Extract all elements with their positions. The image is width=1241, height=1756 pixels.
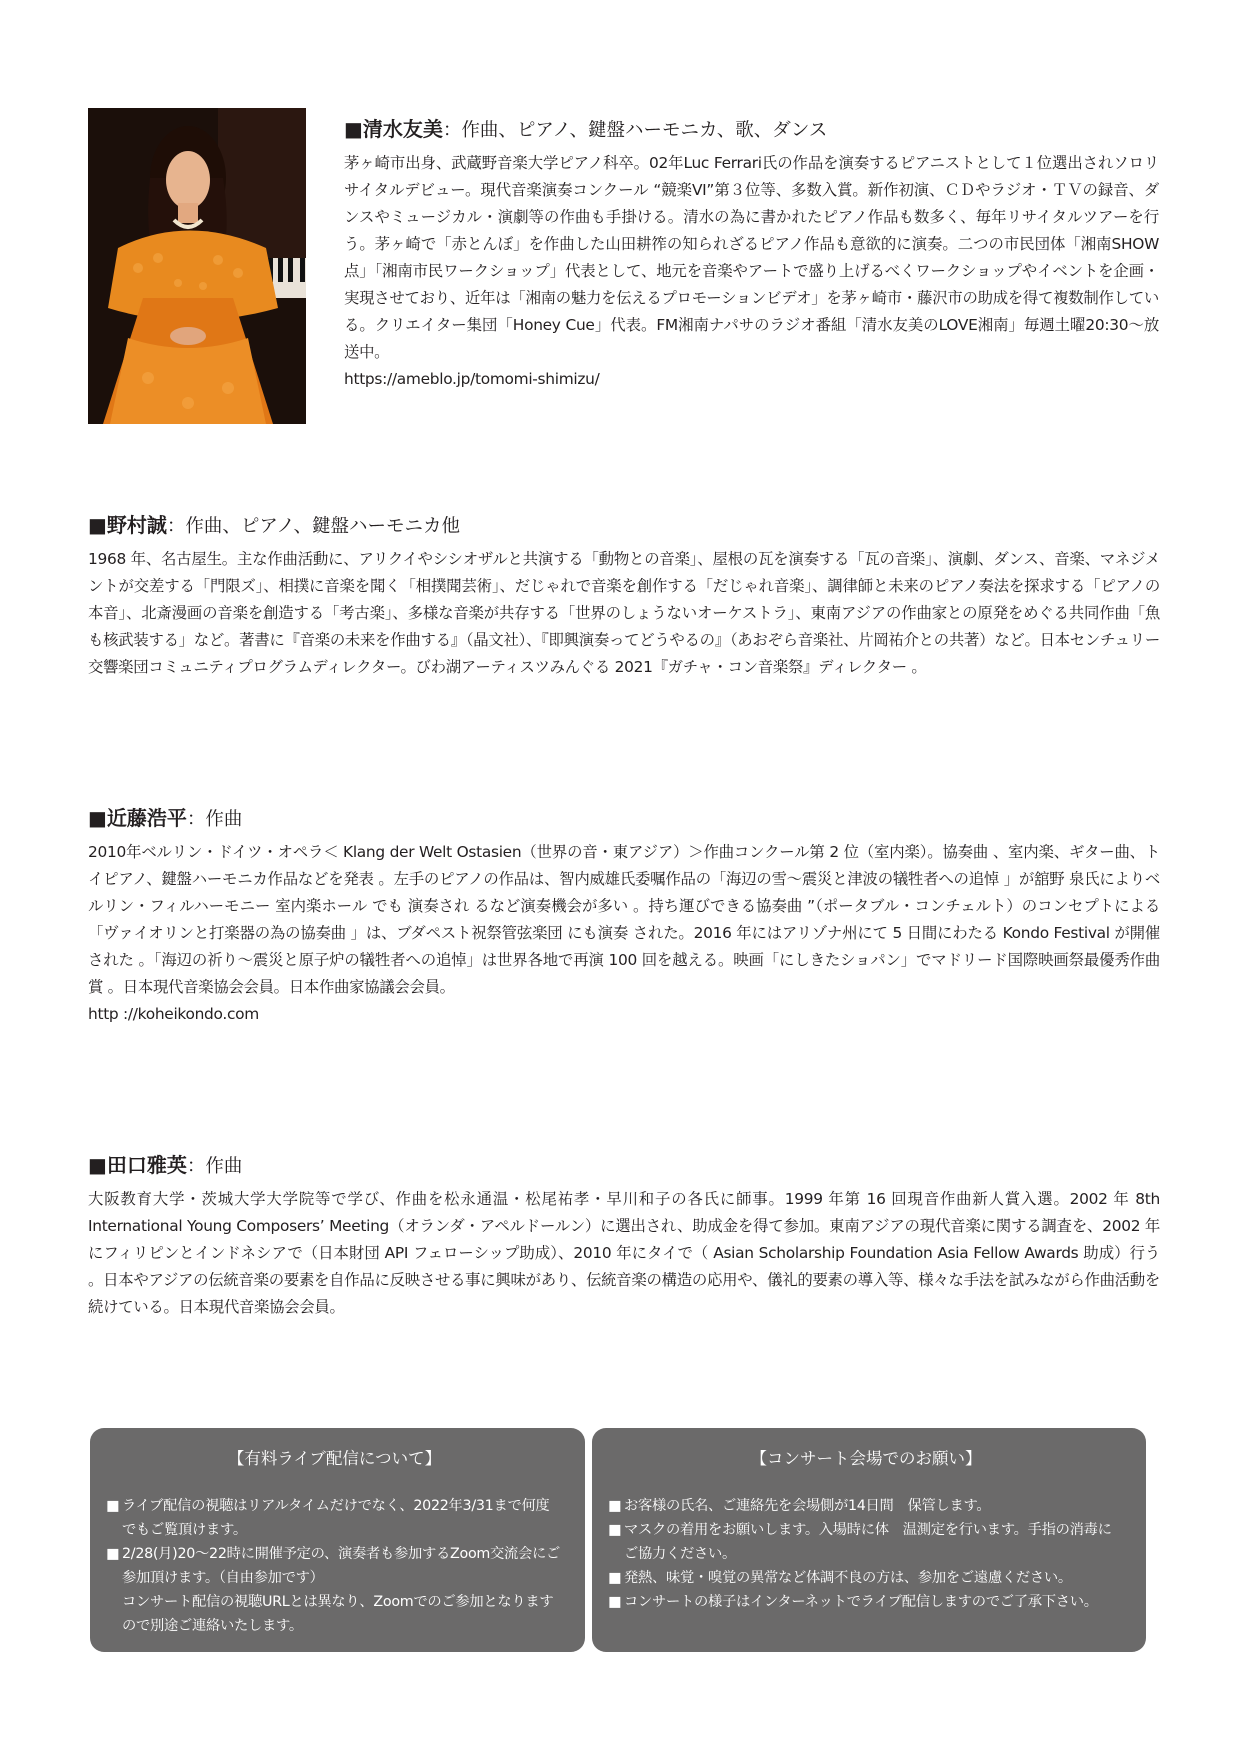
notice-live-stream [90, 1428, 585, 1652]
profile-roles: ：作曲 [186, 1156, 243, 1177]
profile-kondo [88, 805, 1160, 1028]
notice-item: ■ ライブ配信の視聴はリアルタイムだけでなく、2022年3/31まで何度でもご覧頂けます。 [106, 1494, 563, 1542]
profile-url[interactable]: https://ameblo.jp/tomomi-shimizu/ [344, 370, 600, 388]
square-bullet-icon: ■ [88, 806, 107, 830]
portrait-photo [88, 108, 306, 424]
profile-taguchi [88, 1152, 1160, 1321]
profile-name: 近藤浩平 [106, 806, 187, 830]
square-bullet-icon: ■ [106, 1546, 120, 1562]
profile-roles: ：作曲、ピアノ、鍵盤ハーモニカ他 [166, 516, 460, 537]
profile-shimizu [344, 116, 1159, 393]
profile-nomura [88, 512, 1160, 681]
notice-venue-requests [592, 1428, 1146, 1652]
square-bullet-icon: ■ [106, 1498, 120, 1514]
square-bullet-icon: ■ [608, 1570, 622, 1586]
notice-item: ■ 発熱、味覚・嗅覚の異常など体調不良の方は、参加をご遠慮ください。 [608, 1566, 1124, 1590]
square-bullet-icon: ■ [608, 1522, 622, 1538]
profile-url[interactable]: http ://koheikondo.com [88, 1005, 259, 1023]
square-bullet-icon: ■ [88, 1153, 107, 1177]
square-bullet-icon: ■ [344, 117, 363, 141]
notice-item: ■ 2/28(月)20〜22時に開催予定の、演奏者も参加するZoom交流会にご参加頂けます。（自由参加です） [106, 1542, 563, 1590]
profile-name: 清水友美 [362, 117, 443, 141]
profile-heading [88, 512, 1160, 540]
notice-item: ■ マスクの着用をお願いします。入場時に体 温測定を行います。手指の消毒にご協力ください。 [608, 1518, 1124, 1566]
profile-name: 野村誠 [106, 513, 167, 537]
profile-name: 田口雅英 [106, 1153, 187, 1177]
profile-bio: 茅ヶ崎市出身、武蔵野音楽大学ピアノ科卒。02年Luc Ferrari氏の作品を演奏するピアニストとして１位選出されソロリサイタルデビュー。現代音楽演奏コンクール “競楽VI”第３位等、多数入賞。新作初演、ＣＤやラジオ・ＴＶの録音、ダンスやミュージカル・演劇等の作曲も手掛ける。清水の為に書かれたピアノ作品も数多く、毎年リサイタルツアーを行う。茅ヶ崎で「赤とんぼ」を作曲した山田耕筰の知られざるピアノ作品も意欲的に演奏。二つの市民団体「湘南SHOW点」「湘南市民ワークショップ」代表として、地元を音楽やアートで盛り上げるべくワークショップやイベントを企画・実現させており、近年は「湘南の魅力を伝えるプロモーションビデオ」を茅ヶ崎市・藤沢市の助成を得て複数制作している。クリエイター集団「Honey Cue」代表。FM湘南ナパサのラジオ番組「清水友美のLOVE湘南」毎週土曜20:30〜放送中。 [344, 154, 1159, 361]
notice-item: ■ お客様の氏名、ご連絡先を会場側が14日間 保管します。 [608, 1494, 1124, 1518]
profile-roles: ：作曲 [186, 809, 243, 830]
profile-heading [88, 1152, 1160, 1180]
portrait-illustration [88, 108, 306, 424]
profile-roles: ：作曲、ピアノ、鍵盤ハーモニカ、歌、ダンス [442, 120, 828, 141]
square-bullet-icon: ■ [88, 513, 107, 537]
profile-bio: 1968 年、名古屋生。主な作曲活動に、アリクイやシシオザルと共演する「動物との音楽」、屋根の瓦を演奏する「瓦の音楽」、演劇、ダンス、音楽、マネジメントが交差する「門限ズ」、相撲に音楽を聞く「相撲聞芸術」、だじゃれで音楽を創作する「だじゃれ音楽」、調律師と未来のピアノ奏法を探求する「ピアノの本音」、北斎漫画の音楽を創造する「考古楽」、多様な音楽が共存する「世界のしょうないオーケストラ」、東南アジアの作曲家との原発をめぐる共同作曲「魚も核武装する」など。著書に『音楽の未来を作曲する』（晶文社）、『即興演奏ってどうやるの』（あおぞら音楽社、片岡祐介との共著）など。日本センチュリー交響楽団コミュニティプログラムディレクター。びわ湖アーティスツみんぐる 2021『ガチャ・コン音楽祭』ディレクター 。 [88, 550, 1160, 676]
notice-list [106, 1494, 563, 1638]
notice-item: コンサート配信の視聴URLとは異なり、Zoomでのご参加となりますので別途ご連絡いたします。 [122, 1594, 554, 1634]
profile-bio: 2010年ベルリン・ドイツ・オペラ＜ Klang der Welt Ostasien（世界の音・東アジア）＞作曲コンクール第 2 位（室内楽）。協奏曲 、室内楽、ギター曲、トイピアノ、鍵盤ハーモニカ作品などを発表 。左手のピアノの作品は、智内威雄氏委嘱作品の「海辺の雪〜震災と津波の犠牲者への追悼 」が舘野 泉氏によりベルリン・フィルハーモニー 室内楽ホール でも 演奏され るなど演奏機会が多い 。持ち運びできる協奏曲 ”（ポータブル・コンチェルト）のコンセプトによる「ヴァイオリンと打楽器の為の協奏曲 」は、ブダペスト祝祭管弦楽団 にも演奏 された。2016 年にはアリゾナ州にて 5 日間にわたる Kondo Festival が開催 された 。「海辺の祈り〜震災と原子炉の犠牲者への追悼」は世界各地で再演 100 回を越える。映画「にしきたショパン」でマドリード国際映画祭最優秀作曲賞 。日本現代音楽協会会員。日本作曲家協議会会員。 [88, 843, 1160, 996]
profile-heading [344, 116, 1159, 144]
notice-title: 【コンサート会場でのお願い】 [750, 1449, 982, 1468]
square-bullet-icon: ■ [608, 1594, 622, 1610]
notice-item: ■ コンサートの様子はインターネットでライブ配信しますのでご了承下さい。 [608, 1590, 1124, 1614]
notice-title: 【有料ライブ配信について】 [227, 1449, 442, 1468]
profile-bio: 大阪教育大学・茨城大学大学院等で学び、作曲を松永通温・松尾祐孝・早川和子の各氏に師事。1999 年第 16 回現音作曲新人賞入選。2002 年 8th International Young Composers’ Meeting（オランダ・アペルドールン）に選出され、助成金を得て参加。東南アジアの現代音楽に関する調査を、2002 年にフィリピンとインドネシアで（日本財団 API フェローシップ助成）、2010 年にタイで（ Asian Scholarship Foundation Asia Fellow Awards 助成）行う 。日本やアジアの伝統音楽の要素を自作品に反映させる事に興味があり、伝統音楽の構造の応用や、儀礼的要素の導入等、様々な手法を試みながら作曲活動を続けている。日本現代音楽協会会員。 [88, 1190, 1160, 1316]
square-bullet-icon: ■ [608, 1498, 622, 1514]
profile-heading [88, 805, 1160, 833]
notice-list [608, 1494, 1124, 1614]
